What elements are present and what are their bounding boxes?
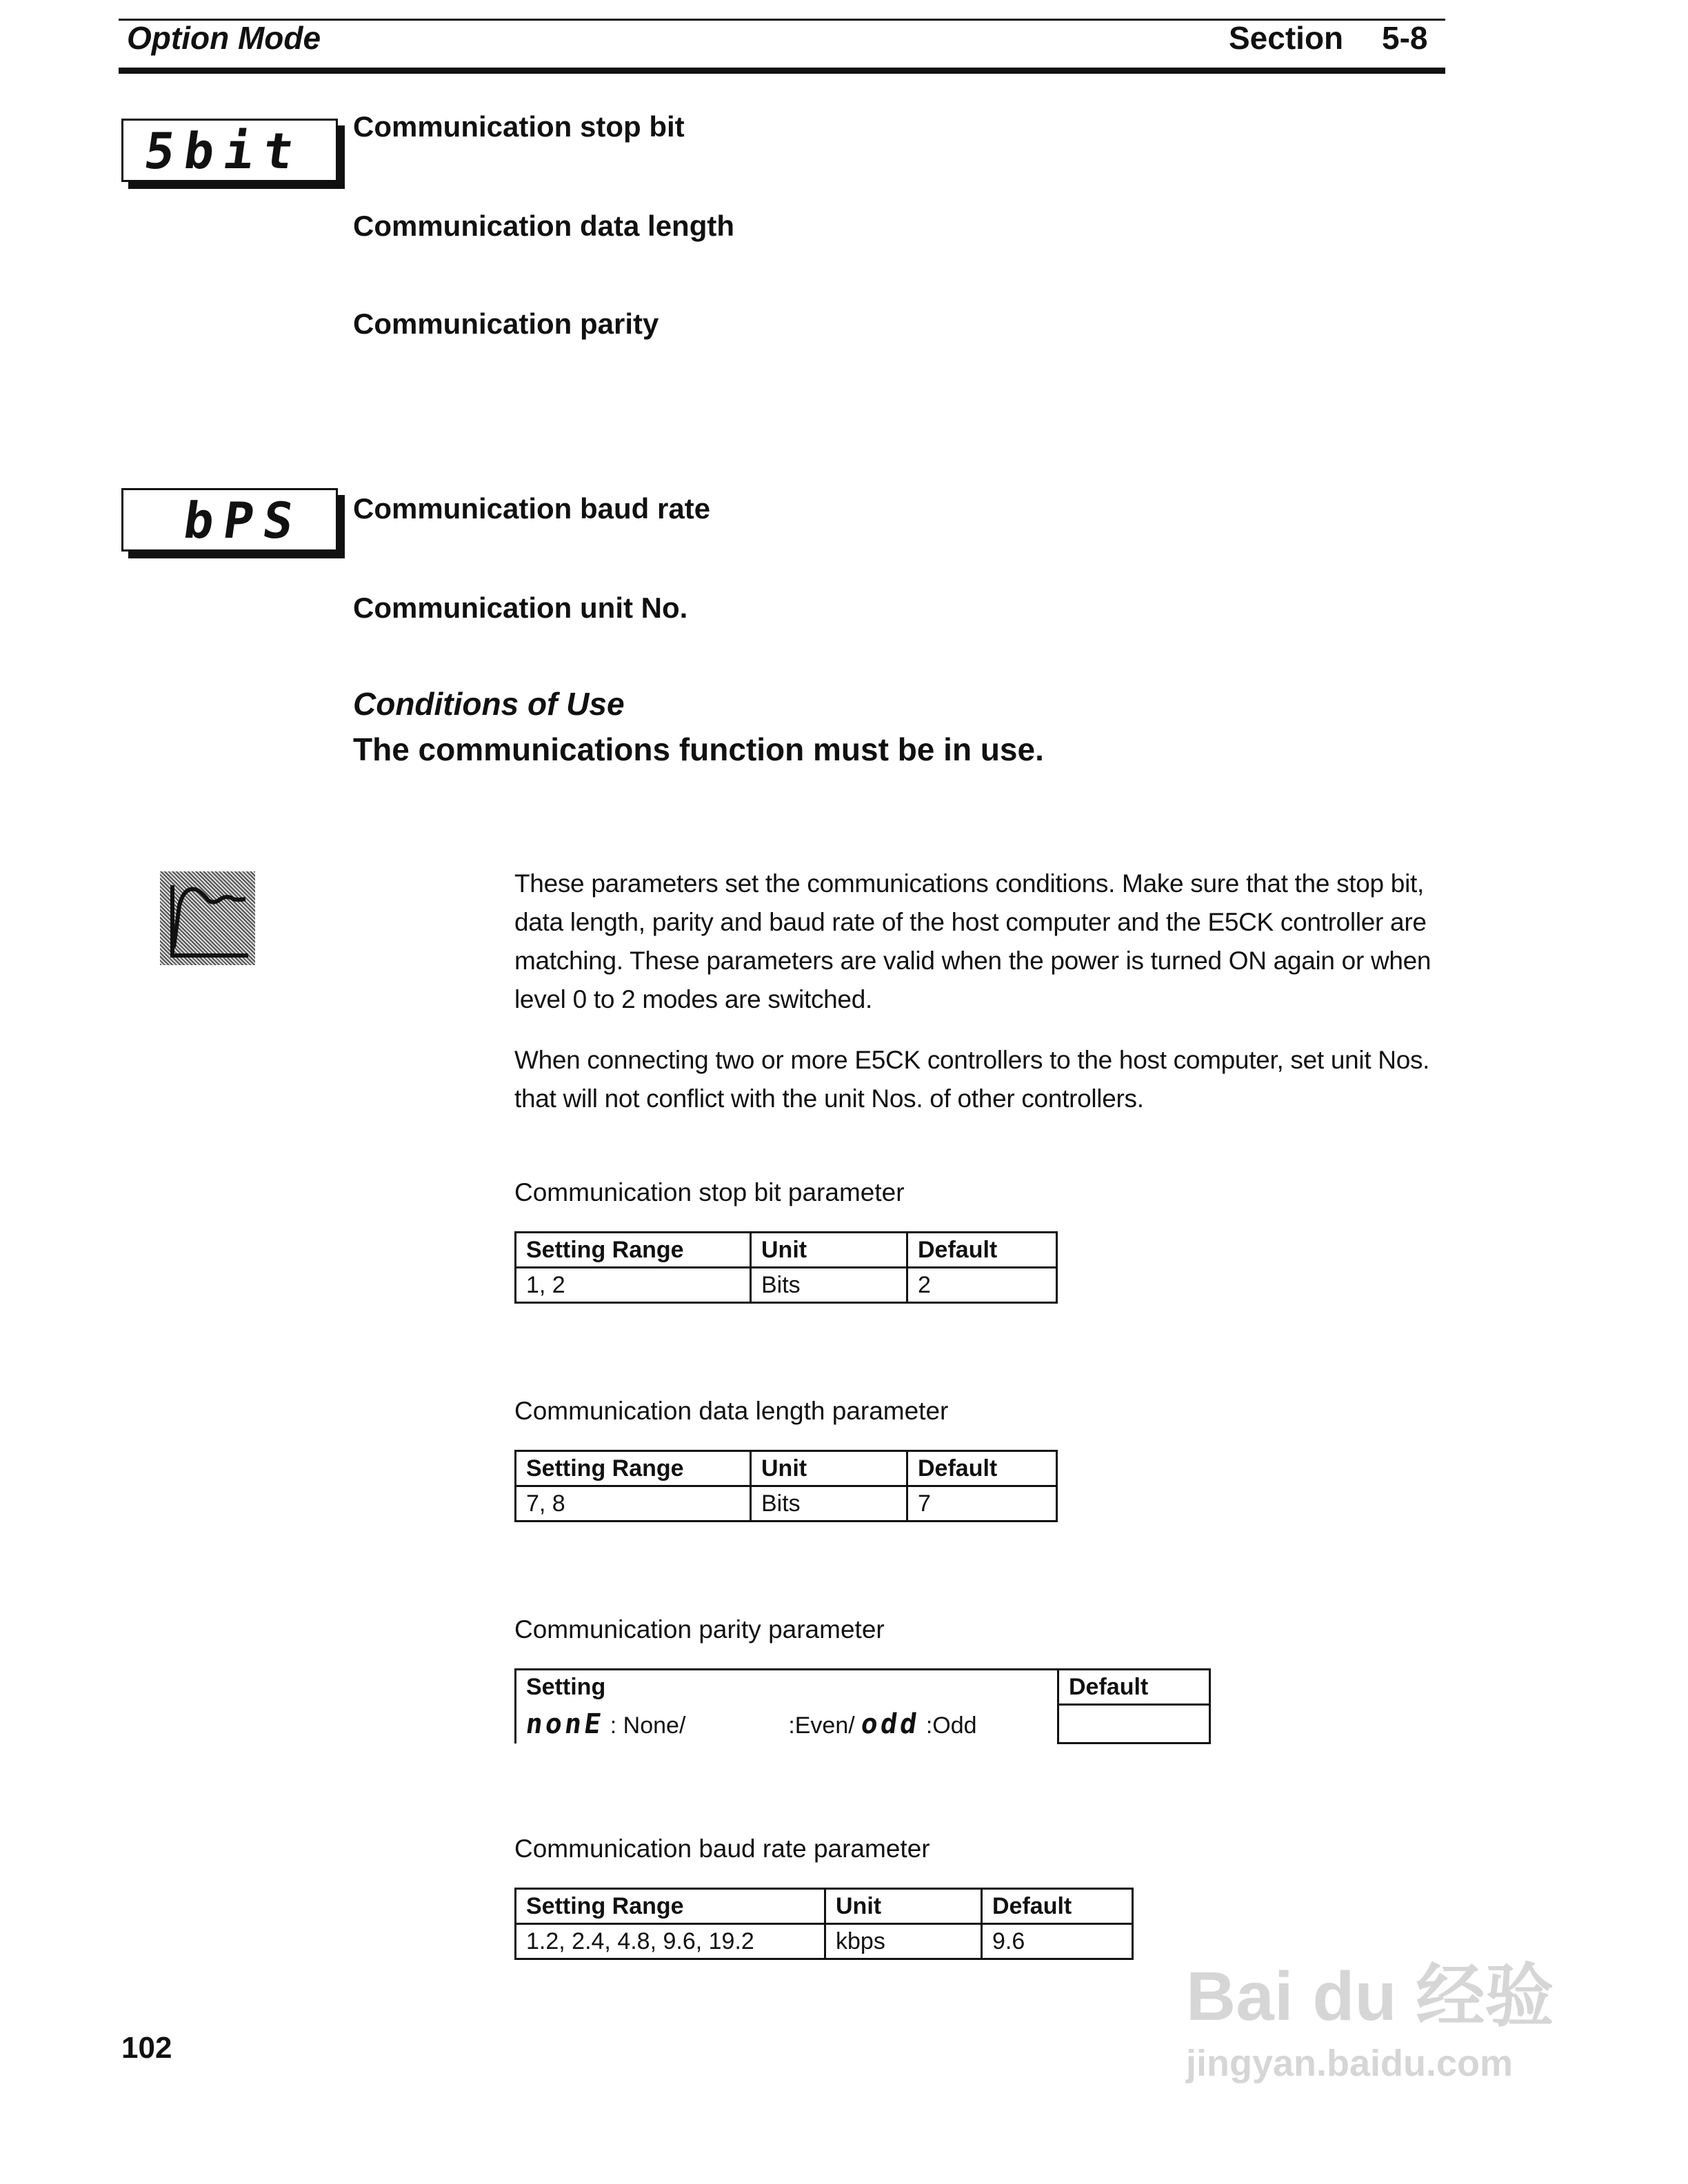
- step-response-graph-icon: [160, 871, 255, 965]
- caption-baud: Communication baud rate parameter: [514, 1834, 930, 1863]
- cell: 1, 2: [516, 1268, 751, 1303]
- heading-baud-rate: Communication baud rate: [353, 492, 711, 525]
- lcd-display-sbit: [121, 119, 338, 182]
- heading-unit-no: Communication unit No.: [353, 592, 688, 624]
- cell: Bits: [751, 1486, 907, 1521]
- caption-parity: Communication parity parameter: [514, 1615, 885, 1644]
- paragraph-1: These parameters set the communications conditions. Make sure that the stop bit, data length, parity and baud rate of the host computer and the E5CK controller are matching. These parameters are valid when the power is turned ON again or when level 0 to 2 modes are switched.: [514, 869, 1431, 1013]
- cell: 2: [907, 1268, 1057, 1303]
- cell: Bits: [751, 1268, 907, 1303]
- watermark-url: jingyan.baidu.com: [1186, 2043, 1514, 2084]
- caption-data-length: Communication data length parameter: [514, 1397, 949, 1425]
- header-cell: Unit: [825, 1889, 982, 1924]
- page-number: 102: [121, 2031, 172, 2065]
- main-content: [514, 865, 1459, 1960]
- cell: 7, 8: [516, 1486, 751, 1521]
- header-cell: Default: [982, 1889, 1133, 1924]
- conditions-title: Conditions of Use: [353, 686, 625, 722]
- cell: 9.6: [982, 1924, 1133, 1959]
- header-cell: Unit: [751, 1451, 907, 1486]
- parity-default-cell: [1058, 1705, 1210, 1743]
- header-cell: Setting: [516, 1670, 1058, 1705]
- header-bottom-rule: [119, 68, 1445, 74]
- header-cell: Setting Range: [516, 1889, 825, 1924]
- cell: kbps: [825, 1924, 982, 1959]
- table-stop-bit: [514, 1231, 1058, 1304]
- header-cell: Setting Range: [516, 1233, 751, 1268]
- heading-stop-bit: Communication stop bit: [353, 110, 685, 143]
- parity-none-label: : None/: [610, 1712, 686, 1739]
- lcd-text: 5bit: [140, 122, 307, 180]
- parity-odd-code: odd: [858, 1708, 922, 1740]
- heading-data-length: Communication data length: [353, 210, 735, 242]
- header-cell: Unit: [751, 1233, 907, 1268]
- header-cell: Default: [1058, 1670, 1210, 1705]
- conditions-text: The communications function must be in use.: [353, 731, 1044, 767]
- watermark: [1186, 1958, 1554, 2085]
- table-data-length: [514, 1450, 1058, 1522]
- watermark-brand: Bai du 经验: [1186, 1958, 1554, 2035]
- lcd-text: bPS: [180, 492, 307, 549]
- heading-parity: Communication parity: [353, 307, 659, 340]
- header-cell: Default: [907, 1451, 1057, 1486]
- lcd-display-bps: [121, 488, 338, 552]
- cell: 7: [907, 1486, 1057, 1521]
- cell: 1.2, 2.4, 4.8, 9.6, 19.2: [516, 1924, 825, 1959]
- header-cell: Setting Range: [516, 1451, 751, 1486]
- header-section-number: 5-8: [1382, 20, 1428, 56]
- header-section-label: Section: [1229, 20, 1344, 56]
- table-baud: [514, 1888, 1134, 1960]
- caption-stop-bit: Communication stop bit parameter: [514, 1178, 905, 1206]
- parity-none-code: nonE: [523, 1708, 606, 1740]
- header-cell: Default: [907, 1233, 1057, 1268]
- parity-even-label: :Even/: [788, 1712, 855, 1739]
- paragraph-2: When connecting two or more E5CK controllers to the host computer, set unit Nos. that will not conflict with the unit Nos. of other controllers.: [514, 1046, 1430, 1113]
- parity-odd-label: :Odd: [925, 1712, 977, 1739]
- table-parity: [514, 1668, 1211, 1744]
- header-title: Option Mode: [127, 20, 321, 56]
